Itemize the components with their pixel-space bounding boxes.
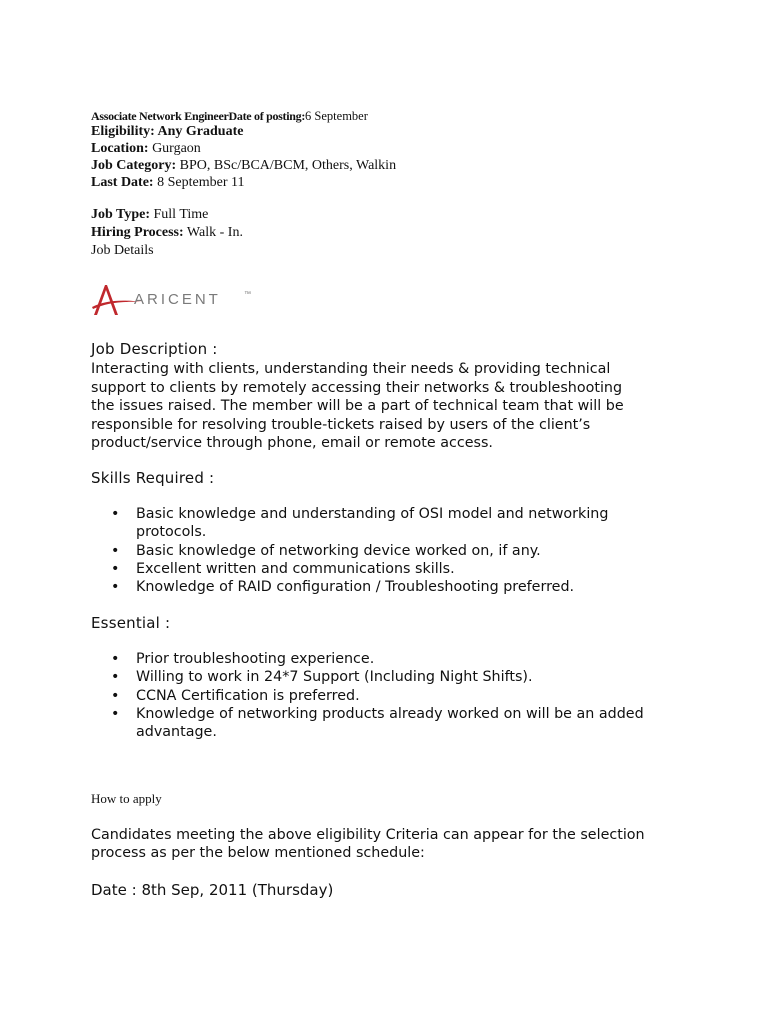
aricent-logo-tm: ™ <box>244 291 251 298</box>
skills-required-heading: Skills Required : <box>91 469 215 487</box>
job-type-value: Full Time <box>150 207 209 222</box>
job-description-body: Interacting with clients, understanding their needs & providing technical support to clients by remotely accessing their networks & troubleshooting the issues raised. The member will be a part of technical team that will be responsible for resolving trouble-tickets raised by users of the client’s product/service through phone, email or remote access. <box>91 361 624 451</box>
essential-heading: Essential : <box>91 614 171 632</box>
list-item: • Excellent written and communications skills. <box>91 560 671 578</box>
last-date-line <box>91 175 244 191</box>
aricent-logo <box>92 282 262 322</box>
skills-list <box>91 505 671 596</box>
job-category-label: Job Category: <box>91 158 177 173</box>
job-category-line <box>91 158 396 174</box>
last-date-label: Last Date: <box>91 175 154 190</box>
list-item: • Knowledge of RAID configuration / Troubleshooting preferred. <box>91 578 671 596</box>
hiring-process-label: Hiring Process: <box>91 225 184 240</box>
job-header <box>91 109 368 124</box>
walkin-date-value: 8th Sep, 2011 (Thursday) <box>136 881 334 899</box>
walkin-date-label: Date : <box>91 881 137 899</box>
location-value: Gurgaon <box>148 141 201 156</box>
hiring-process-value: Walk - In. <box>183 225 243 240</box>
list-item: • Basic knowledge of networking device worked on, if any. <box>91 542 671 560</box>
list-item: • Knowledge of networking products already worked on will be an added advantage. <box>91 705 671 742</box>
list-item: • Prior troubleshooting experience. <box>91 650 671 668</box>
essential-list <box>91 650 671 741</box>
location-line <box>91 141 201 157</box>
location-label: Location: <box>91 141 149 156</box>
list-item: • Basic knowledge and understanding of OSI model and networking protocols. <box>91 505 671 542</box>
job-type-label: Job Type: <box>91 207 150 222</box>
how-to-apply-heading: How to apply <box>91 791 162 806</box>
how-to-apply-body: Candidates meeting the above eligibility Criteria can appear for the selection process as per the below mentioned schedule: <box>91 827 645 861</box>
posting-date-value: 6 September <box>305 109 368 123</box>
hiring-process-line <box>91 225 243 241</box>
job-description-heading: Job Description : <box>91 340 218 358</box>
job-details-label: Job Details <box>91 243 154 258</box>
aricent-logo-text: ARICENT <box>134 291 221 308</box>
job-title: Associate Network Engineer <box>91 109 229 123</box>
walkin-date-line <box>91 881 333 899</box>
job-type-line <box>91 207 208 223</box>
eligibility-line: Eligibility: Any Graduate <box>91 124 244 139</box>
list-item: • Willing to work in 24*7 Support (Including Night Shifts). <box>91 668 671 686</box>
posting-date-label: Date of posting: <box>228 109 306 123</box>
list-item: • CCNA Certification is preferred. <box>91 687 671 705</box>
aricent-logo-mark <box>92 282 262 322</box>
last-date-value: 8 September 11 <box>153 175 245 190</box>
job-category-value: BPO, BSc/BCA/BCM, Others, Walkin <box>176 158 397 173</box>
